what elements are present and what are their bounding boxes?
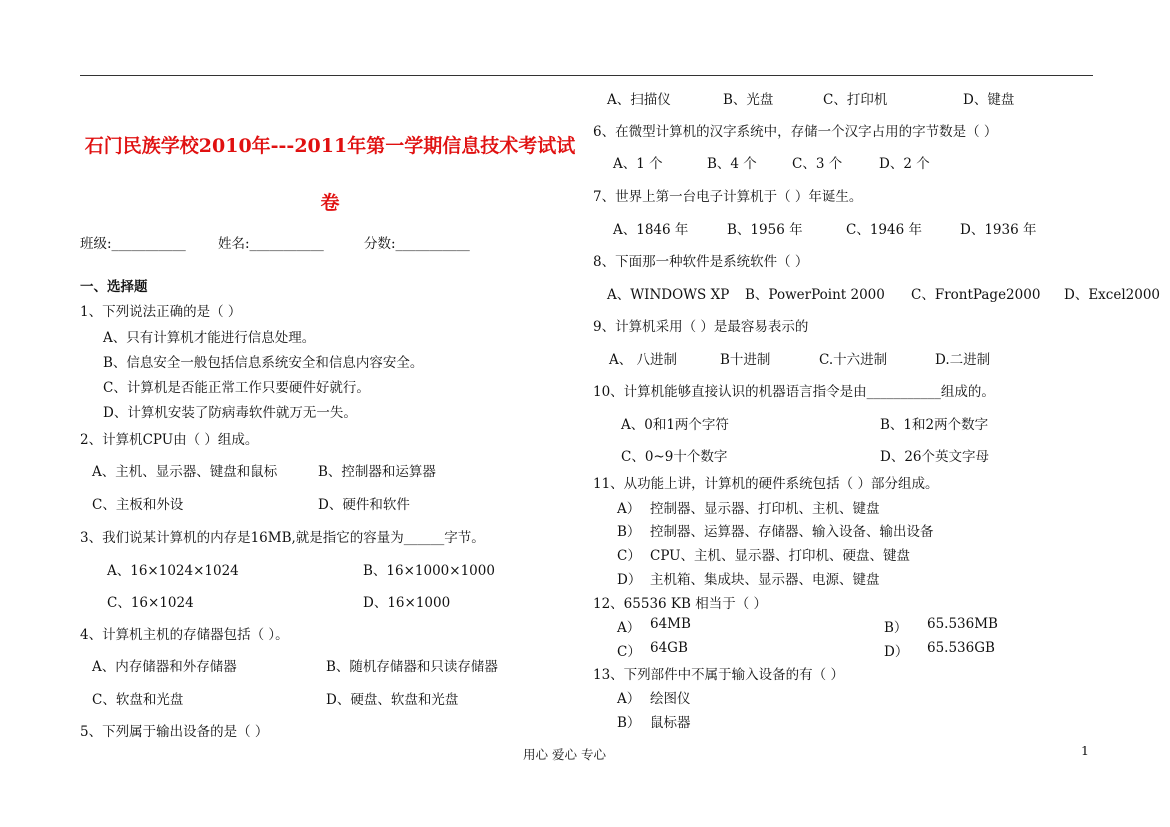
q2-stem: 2、计算机CPU由（ ）组成。 [80, 432, 259, 448]
q9-option-a: A、 八进制 [609, 352, 678, 368]
q5-option-d: D、键盘 [963, 92, 1015, 108]
q7-stem: 7、世界上第一台电子计算机于（ ）年诞生。 [593, 189, 863, 205]
q1-stem: 1、下列说法正确的是（ ） [80, 304, 242, 320]
q3-option-d: D、16×1000 [363, 595, 451, 611]
q7-option-c: C、1946 年 [846, 222, 922, 238]
q7-option-b: B、1956 年 [727, 222, 803, 238]
q6-stem: 6、在微型计算机的汉字系统中，存储一个汉字占用的字节数是（ ） [593, 124, 998, 140]
q10-option-c: C、0~9十个数字 [621, 449, 728, 465]
q3-option-c: C、16×1024 [107, 595, 194, 611]
q11-option-d: 主机箱、集成块、显示器、电源、键盘 [650, 572, 880, 588]
q11-key-b: B） [617, 524, 641, 540]
q12-stem: 12、65536 KB 相当于（ ） [593, 596, 768, 612]
q1-option-d: D、计算机安装了防病毒软件就万无一失。 [103, 405, 357, 421]
q2-option-d: D、硬件和软件 [318, 497, 410, 513]
q12-option-b: 65.536MB [927, 616, 998, 632]
q6-option-b: B、4 个 [707, 156, 757, 172]
q13-option-b: 鼠标器 [650, 715, 691, 731]
exam-title-line1: 石门民族学校2010年---2011年第一学期信息技术考试试 [84, 135, 576, 157]
header-rule [80, 75, 1093, 76]
q13-key-a: A） [617, 691, 641, 707]
q12-key-c: C） [617, 644, 641, 660]
q3-option-b: B、16×1000×1000 [363, 563, 495, 579]
q12-option-d: 65.536GB [927, 640, 995, 656]
q1-option-a: A、只有计算机才能进行信息处理。 [103, 330, 316, 346]
q11-key-c: C） [617, 548, 641, 564]
q10-stem: 10、计算机能够直接认识的机器语言指令是由___________组成的。 [593, 384, 995, 400]
q5-option-b: B、光盘 [723, 92, 774, 108]
q2-option-c: C、主板和外设 [92, 497, 184, 513]
q13-stem: 13、下列部件中不属于输入设备的有（ ） [593, 667, 844, 683]
q4-stem: 4、计算机主机的存储器包括（ ）。 [80, 627, 289, 643]
q12-option-c: 64GB [650, 640, 688, 656]
q12-option-a: 64MB [650, 616, 691, 632]
q11-option-c: CPU、主机、显示器、打印机、硬盘、键盘 [650, 548, 911, 564]
q5-option-a: A、扫描仪 [607, 92, 671, 108]
q1-option-c: C、计算机是否能正常工作只要硬件好就行。 [103, 380, 370, 396]
class-field: 班级:___________ [80, 236, 186, 252]
q11-option-b: 控制器、运算器、存储器、输入设备、输出设备 [650, 524, 934, 540]
q1-option-b: B、信息安全一般包括信息系统安全和信息内容安全。 [103, 355, 424, 371]
q13-key-b: B） [617, 715, 641, 731]
q8-option-c: C、FrontPage2000 [911, 287, 1041, 303]
q7-option-a: A、1846 年 [613, 222, 689, 238]
footer-motto: 用心 爱心 专心 [523, 747, 606, 762]
q5-stem: 5、下列属于输出设备的是（ ） [80, 724, 269, 740]
q3-stem: 3、我们说某计算机的内存是16MB,就是指它的容量为______字节。 [80, 530, 485, 546]
q11-option-a: 控制器、显示器、打印机、主机、键盘 [650, 501, 880, 517]
score-field: 分数:___________ [364, 236, 470, 252]
q7-option-d: D、1936 年 [960, 222, 1037, 238]
q6-option-a: A、1 个 [613, 156, 663, 172]
q4-option-b: B、随机存储器和只读存储器 [326, 659, 498, 675]
q6-option-d: D、2 个 [879, 156, 930, 172]
q13-option-a: 绘图仪 [650, 691, 691, 707]
q10-option-a: A、0和1两个字符 [621, 417, 729, 433]
q9-option-c: C.十六进制 [819, 352, 888, 368]
q12-key-d: D） [884, 644, 909, 660]
q12-key-b: B） [884, 620, 908, 636]
page-number: 1 [1081, 743, 1089, 758]
q11-stem: 11、从功能上讲，计算机的硬件系统包括（ ）部分组成。 [593, 476, 939, 492]
q11-key-d: D） [617, 572, 642, 588]
q9-option-d: D.二进制 [935, 352, 991, 368]
q6-option-c: C、3 个 [792, 156, 843, 172]
q10-option-d: D、26个英文字母 [880, 449, 990, 465]
q2-option-b: B、控制器和运算器 [318, 464, 436, 480]
q5-option-c: C、打印机 [823, 92, 888, 108]
section-heading: 一、选择题 [80, 279, 148, 295]
q3-option-a: A、16×1024×1024 [107, 563, 239, 579]
q12-key-a: A） [617, 620, 641, 636]
exam-title-line2: 卷 [320, 192, 340, 214]
q4-option-c: C、软盘和光盘 [92, 692, 184, 708]
q8-stem: 8、下面那一种软件是系统软件（ ） [593, 254, 809, 270]
q10-option-b: B、1和2两个数字 [880, 417, 989, 433]
q8-option-a: A、WINDOWS XP [607, 287, 730, 303]
q11-key-a: A） [617, 501, 641, 517]
q4-option-d: D、硬盘、软盘和光盘 [326, 692, 459, 708]
exam-title [80, 118, 580, 232]
q2-option-a: A、主机、显示器、键盘和鼠标 [92, 464, 278, 480]
q9-option-b: B十进制 [720, 352, 771, 368]
name-field: 姓名:___________ [218, 236, 324, 252]
q8-option-b: B、PowerPoint 2000 [745, 287, 885, 303]
q9-stem: 9、计算机采用（ ）是最容易表示的 [593, 319, 809, 335]
q4-option-a: A、内存储器和外存储器 [92, 659, 237, 675]
q8-option-d: D、Excel2000 [1064, 287, 1161, 303]
